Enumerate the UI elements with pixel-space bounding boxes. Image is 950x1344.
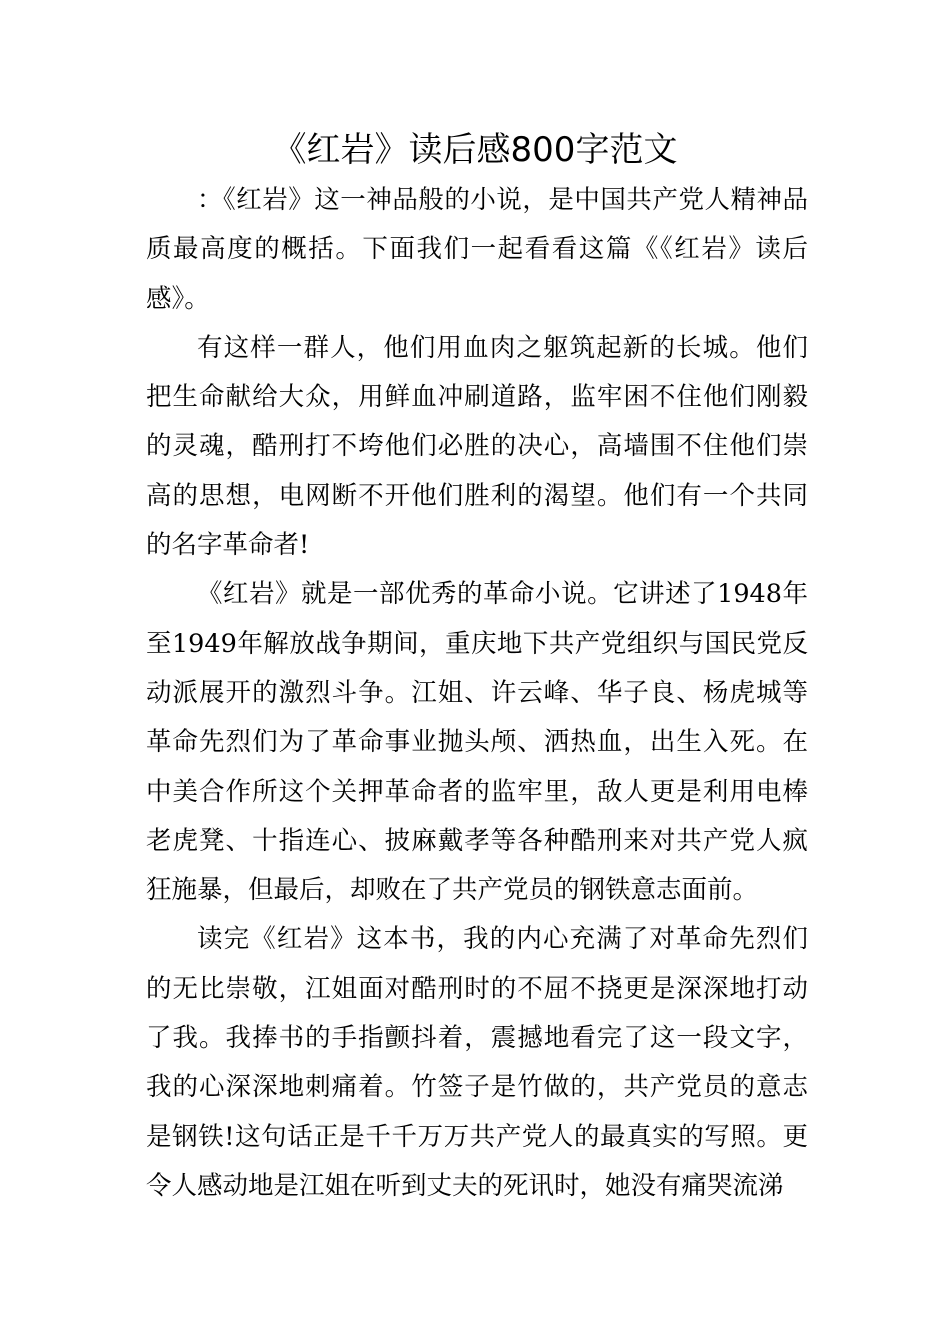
paragraph-reflection: 读完《红岩》这本书，我的内心充满了对革命先烈们的无比崇敬，江姐面对酷刑时的不屈不挠更是深深地打动了我。我捧书的手指颤抖着，震撼地看完了这一段文字，我的心深深地刺痛着。竹签子是竹做的，共产党员的意志是钢铁!这句话正是千千万万共产党人的最真实的写照。更令人感动地是江姐在听到丈夫的死讯时，她没有痛哭流涕 (146, 924, 808, 1201)
document-body (146, 176, 808, 1211)
paragraph-novel-summary: 《红岩》就是一部优秀的革命小说。它讲述了1948年至1949年解放战争期间，重庆地下共产党组织与国民党反动派展开的激烈斗争。江姐、许云峰、华子良、杨虎城等革命先烈们为了革命事业抛头颅、洒热血，出生入死。在中美合作所这个关押革命者的监牢里，敌人更是利用电棒老虎凳、十指连心、披麻戴孝等各种酷刑来对共产党人疯狂施暴，但最后，却败在了共产党员的钢铁意志面前。 (146, 579, 808, 906)
paragraph-revolutionaries: 有这样一群人，他们用血肉之躯筑起新的长城。他们把生命献给大众，用鲜血冲刷道路，监牢困不住他们刚毅的灵魂，酷刑打不垮他们必胜的决心，高墙围不住他们崇高的思想，电网断不开他们胜利的渴望。他们有一个共同的名字革命者! (146, 332, 808, 561)
document-title: 《红岩》读后感800字范文 (272, 130, 678, 170)
paragraph-intro: ：《红岩》这一神品般的小说，是中国共产党人精神品质最高度的概括。下面我们一起看看这篇《《红岩》读后感》。 (146, 185, 808, 314)
